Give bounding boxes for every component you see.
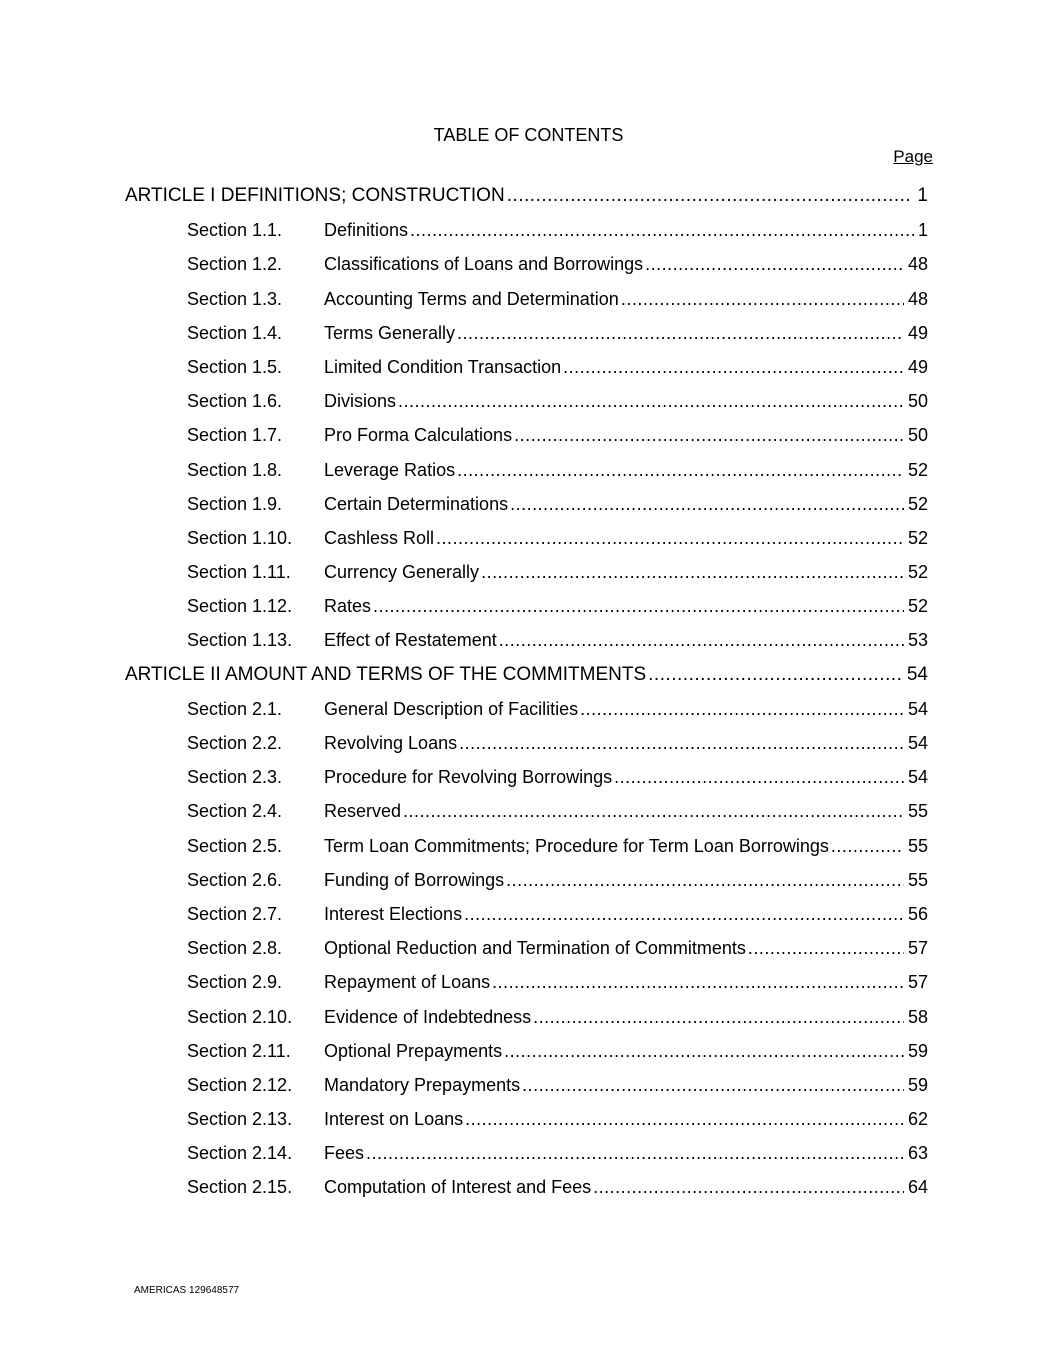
- section-number: Section 1.7.: [187, 425, 283, 446]
- page-number: 50: [907, 391, 928, 412]
- toc-section-row[interactable]: [125, 867, 928, 901]
- dot-leader: [514, 422, 904, 448]
- section-title: Limited Condition Transaction: [324, 356, 562, 377]
- toc-section-row[interactable]: [125, 1106, 928, 1140]
- dot-leader: [398, 388, 904, 414]
- dot-leader: [522, 1072, 904, 1098]
- toc-section-row[interactable]: [125, 388, 928, 422]
- toc-section-row[interactable]: [125, 1038, 928, 1072]
- section-title: Definitions: [324, 220, 409, 241]
- toc-section-row[interactable]: [125, 730, 928, 764]
- page-number: 54: [907, 733, 928, 753]
- section-number: Section 1.1.: [187, 220, 283, 241]
- page-number: 52: [907, 459, 928, 480]
- article-title: ARTICLE II AMOUNT AND TERMS OF THE COMMITMENTS: [125, 663, 647, 685]
- toc-section-row[interactable]: [125, 217, 928, 251]
- section-title: Procedure for Revolving Borrowings: [324, 767, 613, 788]
- toc-section-row[interactable]: [125, 935, 928, 969]
- page-number: 52: [907, 527, 928, 548]
- dot-leader: [481, 559, 904, 585]
- toc-section-row[interactable]: [125, 627, 928, 661]
- section-title: Rates: [324, 596, 372, 617]
- section-title: Reserved: [324, 801, 402, 822]
- page-number: 59: [907, 1074, 928, 1095]
- dot-leader: [621, 286, 904, 312]
- section-title: General Description of Facilities: [324, 698, 579, 719]
- toc-section-row[interactable]: [125, 525, 928, 559]
- dot-leader: [563, 354, 904, 380]
- toc-section-row[interactable]: [125, 798, 928, 832]
- section-number: Section 1.12.: [187, 596, 293, 617]
- dot-leader: [459, 730, 904, 756]
- section-number: Section 2.9.: [187, 972, 283, 993]
- section-number: Section 2.8.: [187, 938, 283, 959]
- dot-leader: [410, 217, 914, 243]
- page-number: 49: [907, 356, 928, 377]
- toc-section-row[interactable]: [125, 969, 928, 1003]
- dot-leader: [614, 764, 904, 790]
- section-number: Section 2.2.: [187, 733, 283, 753]
- section-number: Section 2.12.: [187, 1074, 293, 1095]
- page-number: 63: [907, 1143, 928, 1164]
- page-number: 52: [907, 562, 928, 583]
- section-title: Effect of Restatement: [324, 630, 497, 651]
- article-title: ARTICLE I DEFINITIONS; CONSTRUCTION: [125, 185, 505, 206]
- section-title: Repayment of Loans: [324, 972, 491, 993]
- table-of-contents: [125, 183, 928, 1209]
- toc-section-row[interactable]: [125, 286, 928, 320]
- dot-leader: [533, 1004, 904, 1030]
- section-number: Section 2.13.: [187, 1109, 293, 1130]
- section-number: Section 2.5.: [187, 835, 283, 856]
- section-number: Section 1.10.: [187, 527, 293, 548]
- dot-leader: [492, 969, 904, 995]
- section-number: Section 2.3.: [187, 767, 283, 788]
- section-title: Interest on Loans: [324, 1109, 464, 1130]
- toc-section-row[interactable]: [125, 764, 928, 798]
- page-number: 52: [907, 493, 928, 514]
- section-title: Optional Reduction and Termination of Commitments: [324, 938, 746, 959]
- toc-section-row[interactable]: [125, 1072, 928, 1106]
- toc-section-row[interactable]: [125, 901, 928, 935]
- dot-leader: [403, 798, 904, 824]
- section-number: Section 1.4.: [187, 322, 283, 343]
- section-title: Funding of Borrowings: [324, 869, 505, 890]
- section-number: Section 1.2.: [187, 254, 283, 275]
- page-number: 54: [907, 698, 928, 719]
- dot-leader: [580, 696, 904, 722]
- section-title: Currency Generally: [324, 562, 480, 583]
- section-title: Classifications of Loans and Borrowings: [324, 254, 644, 275]
- section-title: Cashless Roll: [324, 527, 435, 548]
- toc-section-row[interactable]: [125, 320, 928, 354]
- section-title: Accounting Terms and Determination: [324, 288, 619, 309]
- dot-leader: [648, 662, 903, 688]
- section-title: Evidence of Indebtedness: [324, 1006, 532, 1027]
- section-number: Section 2.11.: [187, 1040, 291, 1061]
- section-title: Fees: [324, 1143, 365, 1164]
- dot-leader: [645, 251, 904, 277]
- section-title: Mandatory Prepayments: [324, 1074, 521, 1095]
- page-number: 58: [907, 1006, 928, 1027]
- dot-leader: [507, 183, 914, 209]
- section-title: Terms Generally: [324, 322, 456, 343]
- section-title: Divisions: [324, 391, 397, 412]
- section-number: Section 2.6.: [187, 869, 283, 890]
- section-title: Certain Determinations: [324, 493, 509, 514]
- page-number: 1: [917, 220, 928, 241]
- dot-leader: [510, 491, 904, 517]
- dot-leader: [593, 1174, 904, 1200]
- dot-leader: [504, 1038, 904, 1064]
- dot-leader: [373, 593, 904, 619]
- section-number: Section 1.6.: [187, 391, 283, 412]
- toc-section-row[interactable]: [125, 696, 928, 730]
- dot-leader: [831, 833, 904, 859]
- section-title: Optional Prepayments: [324, 1040, 503, 1061]
- toc-section-row[interactable]: [125, 1140, 928, 1174]
- dot-leader: [457, 320, 904, 346]
- page-number: 52: [907, 596, 928, 617]
- dot-leader: [366, 1140, 904, 1166]
- toc-article-row[interactable]: [125, 662, 928, 696]
- section-number: Section 2.7.: [187, 903, 283, 924]
- toc-section-row[interactable]: [125, 354, 928, 388]
- page-number: 64: [907, 1177, 928, 1198]
- section-number: Section 2.4.: [187, 801, 283, 822]
- section-title: Computation of Interest and Fees: [324, 1177, 592, 1198]
- page-number: 48: [907, 254, 928, 275]
- page-number: 59: [907, 1040, 928, 1061]
- section-number: Section 1.11.: [187, 562, 291, 583]
- dot-leader: [436, 525, 904, 551]
- page-number: 55: [907, 801, 928, 822]
- page-number: 57: [907, 938, 928, 959]
- toc-section-row[interactable]: [125, 491, 928, 525]
- dot-leader: [499, 627, 904, 653]
- section-title: Pro Forma Calculations: [324, 425, 513, 446]
- toc-section-row[interactable]: [125, 1174, 928, 1208]
- toc-section-row[interactable]: [125, 457, 928, 491]
- page-number: 48: [907, 288, 928, 309]
- page-number: 57: [907, 972, 928, 993]
- section-number: Section 1.8.: [187, 459, 283, 480]
- section-number: Section 1.13.: [187, 630, 293, 651]
- page-number: 50: [907, 425, 928, 446]
- section-number: Section 2.1.: [187, 698, 283, 719]
- dot-leader: [464, 901, 904, 927]
- page-number: 49: [907, 322, 928, 343]
- section-number: Section 2.15.: [187, 1177, 293, 1198]
- section-title: Revolving Loans: [324, 733, 458, 753]
- page-number: 56: [907, 903, 928, 924]
- toc-section-row[interactable]: [125, 1004, 928, 1038]
- dot-leader: [457, 457, 904, 483]
- dot-leader: [506, 867, 904, 893]
- section-title: Interest Elections: [324, 903, 463, 924]
- section-number: Section 2.10.: [187, 1006, 293, 1027]
- page-number: 62: [907, 1109, 928, 1130]
- section-number: Section 1.3.: [187, 288, 283, 309]
- toc-title: TABLE OF CONTENTS: [433, 125, 624, 145]
- page-number: 53: [907, 630, 928, 651]
- toc-section-row[interactable]: [125, 251, 928, 285]
- page-number: 54: [907, 767, 928, 788]
- section-title: Term Loan Commitments; Procedure for Term Loan Borrowings: [324, 835, 829, 856]
- page-number: 54: [906, 663, 928, 685]
- dot-leader: [748, 935, 904, 961]
- page-number: 55: [907, 869, 928, 890]
- section-number: Section 1.9.: [187, 493, 283, 514]
- section-number: Section 1.5.: [187, 356, 283, 377]
- page-number: 1: [917, 185, 928, 206]
- page-column-header: Page: [893, 147, 933, 166]
- toc-article-row[interactable]: [125, 183, 928, 217]
- toc-section-row[interactable]: [125, 593, 928, 627]
- toc-section-row[interactable]: [125, 559, 928, 593]
- document-id-footer: AMERICAS 129648577: [134, 1285, 240, 1296]
- section-number: Section 2.14.: [187, 1143, 293, 1164]
- dot-leader: [465, 1106, 904, 1132]
- toc-section-row[interactable]: [125, 422, 928, 456]
- section-title: Leverage Ratios: [324, 459, 456, 480]
- toc-section-row[interactable]: [125, 833, 928, 867]
- page-number: 55: [907, 835, 928, 856]
